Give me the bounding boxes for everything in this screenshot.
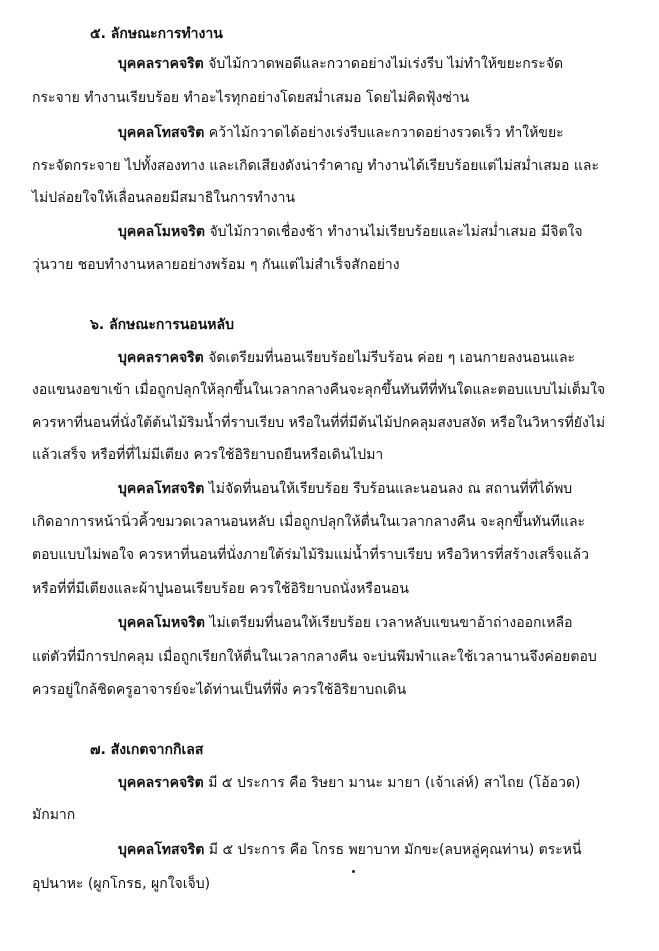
paragraph-text: ไม่จัดที่นอนให้เรียบร้อย รีบร้อนและนอนลง ณ สถานที่ที่ได้พบ [208,481,573,497]
paragraph-text: คว้าไม้กวาดได้อย่างเร่งรีบและกวาดอย่างรวดเร็ว ทำให้ขยะ [208,125,564,141]
term-raga: บุคคลราคจริต [118,350,204,366]
section-5-heading: ๕. ลักษณะการทำงาน [90,26,223,42]
term-moha: บุคคลโมหจริต [118,615,205,631]
paragraph-line: มักมาก [32,807,76,823]
paragraph-line: เกิดอาการหน้านิ่วคิ้วขมวดเวลานอนหลับ เมื่อถูกปลุกให้ตื่นในเวลากลางคืน จะลุกขึ้นทันทีและ [32,514,586,530]
paragraph-line [118,838,582,862]
paragraph-line: แล้วเสร็จ หรือที่ที่ไม่มีเตียง ควรใช้อิริยาบถยืนหรือเดินไปมา [32,447,384,463]
paragraph-line [118,121,564,145]
paragraph-text: จับไม้กวาดเชื่องช้า ทำงานไม่เรียบร้อยและไม่สม่ำเสมอ มีจิตใจ [209,224,583,240]
paragraph-line [118,771,581,795]
scan-speck [352,870,355,873]
paragraph-text: จับไม้กวาดพอดีและกวาดอย่างไม่เร่งรีบ ไม่ทำให้ขยะกระจัด [208,56,564,72]
paragraph-line [118,52,563,76]
term-moha: บุคคลโมหจริต [118,224,205,240]
term-dosa: บุคคลโทสจริต [118,481,205,497]
paragraph-line: หรือที่ที่มีเตียงและผ้าปูนอนเรียบร้อย ควรใช้อิริยาบถนั่งหรือนอน [32,581,409,597]
paragraph-line [118,346,575,370]
paragraph-text: ไม่เตรียมที่นอนให้เรียบร้อย เวลาหลับแขนขาอ้าถ่างออกเหลือ [209,615,573,631]
paragraph-line: งอแขนงอขาเข้า เมื่อถูกปลุกให้ลุกขึ้นในเวลากลางคืนจะลุกขึ้นทันทีที่ทันใดและตอบแบบไม่เต็มใจ [32,382,606,398]
term-raga: บุคคลราคจริต [118,56,204,72]
paragraph-text: มี ๕ ประการ คือ ริษยา มานะ มายา (เจ้าเล่ห์) สาไถย (โอ้อวด) [208,775,581,791]
term-raga: บุคคลราคจริต [118,775,204,791]
paragraph-line: กระจาย ทำงานเรียบร้อย ทำอะไรทุกอย่างโดยสม่ำเสมอ โดยไม่คิดฟุ้งซ่าน [32,90,470,106]
paragraph-line: ไม่ปล่อยใจให้เลื่อนลอยมีสมาธิในการทำงาน [32,190,296,206]
term-dosa: บุคคลโทสจริต [118,842,205,858]
paragraph-line: ควรหาที่นอนที่นั่งใต้ต้นไม้ริมน้ำที่ราบเรียบ หรือในที่ที่มีต้นไม้ปกคลุมสงบสงัด หรือในวิหารที่ยังไม่ [32,415,606,431]
paragraph-line [118,220,583,244]
section-7-heading: ๗. สังเกตจากกิเลส [90,742,204,758]
paragraph-line: ตอบแบบไม่พอใจ ควรหาที่นอนที่นั่งภายใต้ร่มไม้ริมแม่น้ำที่ราบเรียบ หรือวิหารที่สร้างเสร็จแล้ว [32,547,589,563]
term-dosa: บุคคลโทสจริต [118,125,205,141]
paragraph-line: กระจัดกระจาย ไปทั้งสองทาง และเกิดเสียงดังน่ารำคาญ ทำงานได้เรียบร้อยแต่ไม่สม่ำเสมอ และ [32,158,599,174]
paragraph-line: แต่ตัวที่มีการปกคลุม เมื่อถูกเรียกให้ตื่นในเวลากลางคืน จะบ่นพึมพำและใช้เวลานานจึงค่อยตอบ [32,649,597,665]
section-6-heading: ๖. ลักษณะการนอนหลับ [90,317,234,333]
paragraph-line: อุปนาหะ (ผูกโกรธ, ผูกใจเจ็บ) [32,876,211,892]
paragraph-line [118,611,572,635]
paragraph-text: มี ๕ ประการ คือ โกรธ พยาบาท มักขะ(ลบหลู่คุณท่าน) ตระหนี่ [208,842,582,858]
paragraph-line [118,477,572,501]
paragraph-line: ควรอยู่ใกล้ชิดครูอาจารย์จะได้ท่านเป็นที่พึ่ง ควรใช้อิริยาบถเดิน [32,682,407,698]
paragraph-line: วุ่นวาย ชอบทำงานหลายอย่างพร้อม ๆ กันแต่ไม่สำเร็จสักอย่าง [32,257,400,273]
paragraph-text: จัดเตรียมที่นอนเรียบร้อยไม่รีบร้อน ค่อย ๆ เอนกายลงนอนและ [208,350,576,366]
